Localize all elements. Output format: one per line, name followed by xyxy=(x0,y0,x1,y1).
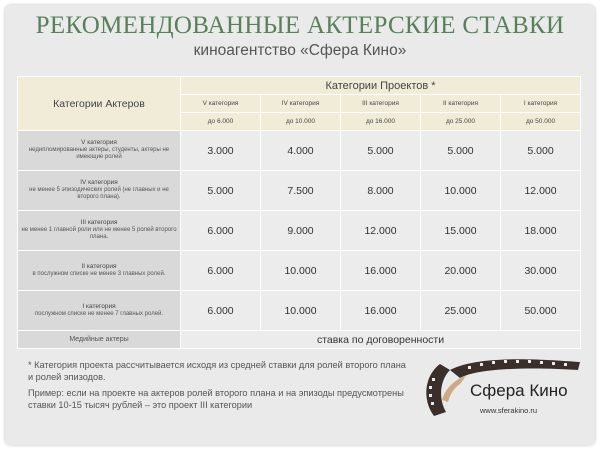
rate-cell: 20.000 xyxy=(421,251,501,291)
rate-cell: 6.000 xyxy=(181,291,261,331)
project-category-label: V категория xyxy=(181,95,261,113)
project-category-label: I категория xyxy=(501,95,581,113)
actor-category-header: Категории Актеров xyxy=(18,77,181,131)
project-category-limit: до 10.000 xyxy=(261,113,341,131)
actor-category-cell xyxy=(18,211,181,251)
project-category-label: III категория xyxy=(341,95,421,113)
rate-cell: 9.000 xyxy=(261,211,341,251)
project-category-limit: до 6.000 xyxy=(181,113,261,131)
table-row xyxy=(18,211,581,251)
actor-category-title: I категория xyxy=(82,303,116,310)
actor-category-desc: в послужном списке не менее 3 главных ролей. xyxy=(32,270,166,277)
actor-category-desc: не менее 1 главной роли или не менее 5 ролей второго плана. xyxy=(21,226,177,241)
rate-cell: 8.000 xyxy=(341,171,421,211)
rate-cell: 12.000 xyxy=(341,211,421,251)
page-subtitle: киноагентство «Сфера Кино» xyxy=(193,42,407,59)
actor-category-cell xyxy=(18,171,181,211)
project-category-header: Категории Проектов * xyxy=(181,77,581,95)
actor-category-title: V категория xyxy=(81,139,117,147)
media-actors-label: Медийные актеры xyxy=(18,331,181,349)
actor-category-title: II категория xyxy=(81,263,117,270)
table-row xyxy=(18,171,581,211)
rate-cell: 18.000 xyxy=(501,211,581,251)
table-row xyxy=(18,251,581,291)
rate-cell: 7.500 xyxy=(261,171,341,211)
rate-cell: 10.000 xyxy=(421,171,501,211)
notes xyxy=(28,359,410,414)
actor-category-title: IV категория xyxy=(80,179,118,187)
project-category-label: II категория xyxy=(421,95,501,113)
actor-category-desc: недипломированные актеры, студенты, актеры не имеющие ролей xyxy=(28,146,170,161)
actor-category-cell xyxy=(18,291,181,331)
rate-cell: 10.000 xyxy=(261,291,341,331)
page-title: РЕКОМЕНДОВАННЫЕ АКТЕРСКИЕ СТАВКИ xyxy=(35,12,565,39)
logo-url[interactable]: www.sferakino.ru xyxy=(480,406,538,415)
rate-cell: 3.000 xyxy=(181,131,261,171)
rate-cell: 12.000 xyxy=(501,171,581,211)
actor-category-desc: послужном списке не менее 7 главных ролей. xyxy=(34,310,164,317)
actor-category-desc: не менее 5 эпизодических ролей (не главных и не второго плана). xyxy=(29,186,169,201)
rate-cell: 16.000 xyxy=(341,251,421,291)
rate-cell: 6.000 xyxy=(181,211,261,251)
media-actors-value: ставка по договоренности xyxy=(181,331,581,349)
rate-cell: 5.000 xyxy=(421,131,501,171)
rate-cell: 30.000 xyxy=(501,251,581,291)
rate-cell: 15.000 xyxy=(421,211,501,251)
actor-category-title: III категория xyxy=(80,219,118,227)
example-note: Пример: если на проекте на актеров ролей второго плана и на эпизоды предусмотрены ставки 10-15 тысяч рублей – это проект III категории xyxy=(28,387,404,410)
actor-category-cell xyxy=(18,131,181,171)
rate-cell: 5.000 xyxy=(501,131,581,171)
rate-cell: 5.000 xyxy=(341,131,421,171)
table-row-media xyxy=(18,331,581,349)
rate-cell: 6.000 xyxy=(181,251,261,291)
project-category-limit: до 50.000 xyxy=(501,113,581,131)
logo-name: Сфера Кино xyxy=(470,381,568,400)
project-category-label: IV категория xyxy=(261,95,341,113)
table-row xyxy=(18,291,581,331)
table-row xyxy=(18,131,581,171)
project-category-limit: до 25.000 xyxy=(421,113,501,131)
rate-cell: 5.000 xyxy=(181,171,261,211)
rates-table xyxy=(17,76,581,349)
project-category-limit: до 16.000 xyxy=(341,113,421,131)
rate-cell: 50.000 xyxy=(501,291,581,331)
actor-category-cell xyxy=(18,251,181,291)
footnote: * Категория проекта рассчитывается исходя из средней ставки для ролей второго плана и ролей эпизодов. xyxy=(28,360,406,383)
rate-cell: 16.000 xyxy=(341,291,421,331)
rate-cell: 4.000 xyxy=(261,131,341,171)
rate-cell: 10.000 xyxy=(261,251,341,291)
rate-cell: 25.000 xyxy=(421,291,501,331)
